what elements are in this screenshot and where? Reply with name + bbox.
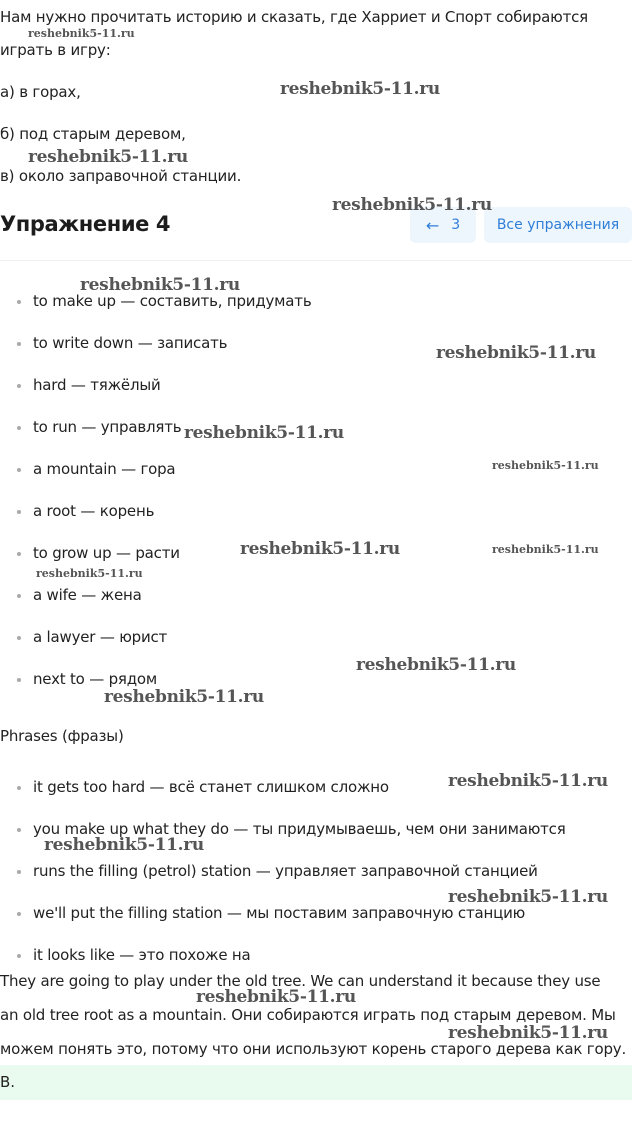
option-b: б) под старым деревом, — [0, 125, 186, 143]
watermark: reshebnik5-11.ru — [448, 771, 608, 791]
phrases-title: Phrases (фразы) — [0, 727, 124, 745]
bullet-icon — [17, 426, 21, 430]
bullet-icon — [17, 468, 21, 472]
watermark: reshebnik5-11.ru — [196, 987, 356, 1007]
explanation-line-3: можем понять это, потому что они используют корень старого дерева как гору. — [0, 1040, 627, 1058]
previous-exercise-number: 3 — [451, 217, 461, 233]
watermark: reshebnik5-11.ru — [28, 147, 188, 167]
bullet-icon — [17, 828, 21, 832]
watermark: reshebnik5-11.ru — [280, 79, 440, 99]
explanation-line-1: They are going to play under the old tree. We can understand it because they use — [0, 972, 601, 990]
header-divider — [0, 260, 632, 261]
question-line-2: играть в игру: — [0, 41, 111, 59]
bullet-icon — [17, 342, 21, 346]
answer-box: B. — [0, 1065, 632, 1100]
question-line-1: Нам нужно прочитать историю и сказать, где Харриет и Спорт собираются — [0, 8, 588, 26]
watermark: reshebnik5-11.ru — [104, 687, 264, 707]
watermark: reshebnik5-11.ru — [356, 655, 516, 675]
watermark: reshebnik5-11.ru — [492, 543, 599, 556]
watermark: reshebnik5-11.ru — [436, 343, 596, 363]
exercise-title: Упражнение 4 — [0, 212, 171, 236]
all-exercises-button[interactable]: Все упражнения — [484, 207, 632, 243]
explanation-line-2: an old tree root as a mountain. Они собираются играть под старым деревом. Мы — [0, 1006, 616, 1024]
watermark: reshebnik5-11.ru — [448, 1023, 608, 1043]
watermark: reshebnik5-11.ru — [240, 539, 400, 559]
watermark: reshebnik5-11.ru — [332, 195, 492, 215]
bullet-icon — [17, 870, 21, 874]
bullet-icon — [17, 552, 21, 556]
bullet-icon — [17, 912, 21, 916]
bullet-icon — [17, 510, 21, 514]
watermark: reshebnik5-11.ru — [36, 567, 143, 580]
bullet-icon — [17, 384, 21, 388]
watermark: reshebnik5-11.ru — [80, 275, 240, 295]
watermark: reshebnik5-11.ru — [184, 423, 344, 443]
watermark: reshebnik5-11.ru — [28, 27, 135, 40]
watermark: reshebnik5-11.ru — [44, 835, 204, 855]
option-c: в) около заправочной станции. — [0, 167, 242, 185]
bullet-icon — [17, 594, 21, 598]
bullet-icon — [17, 300, 21, 304]
arrow-left-icon: ← — [425, 215, 440, 235]
previous-exercise-button[interactable] — [410, 207, 476, 243]
option-a: а) в горах, — [0, 83, 81, 101]
watermark: reshebnik5-11.ru — [492, 459, 599, 472]
bullet-icon — [17, 954, 21, 958]
watermark: reshebnik5-11.ru — [448, 887, 608, 907]
bullet-icon — [17, 636, 21, 640]
bullet-icon — [17, 786, 21, 790]
bullet-icon — [17, 678, 21, 682]
